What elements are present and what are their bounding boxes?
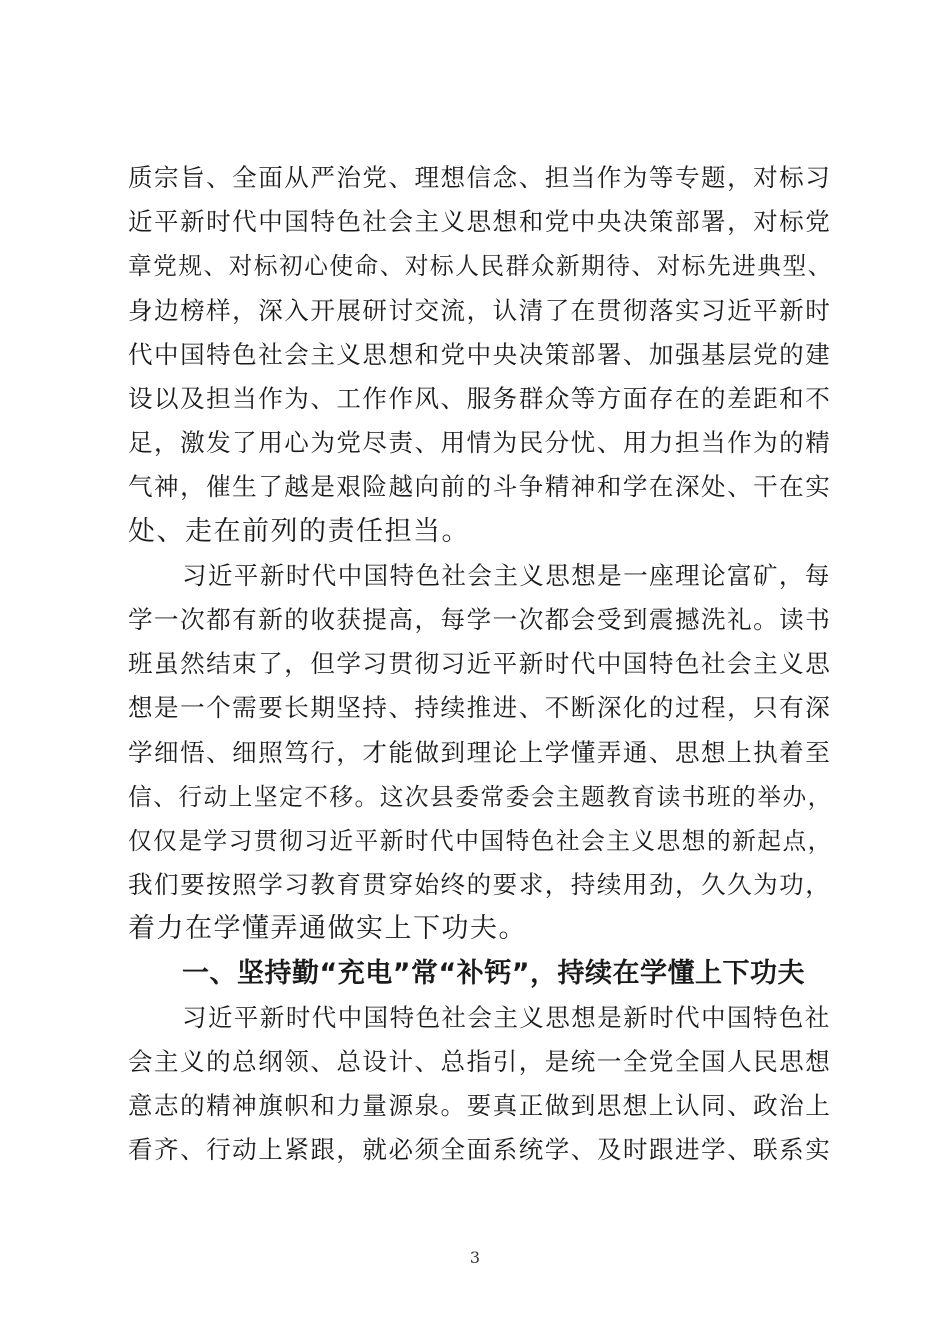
text-line: 身边榜样，深入开展研讨交流，认清了在贯彻落实习近平新时 [128,296,832,325]
text-line: 代中国特色社会主义思想和党中央决策部署、加强基层党的建 [128,340,832,369]
text-line: 处、走在前列的责任担当。 [128,516,470,547]
text-line: 学细悟、细照笃行，才能做到理论上学懂弄通、思想上执着至 [128,738,832,767]
text-line: 仅仅是学习贯彻习近平新时代中国特色社会主义思想的新起点， [128,827,833,855]
text-line: 质宗旨、全面从严治党、理想信念、担当作为等专题，对标习 [128,163,832,192]
text-line: 会主义的总纲领、总设计、总指引，是统一全党全国人民思想 [128,1047,832,1076]
text-line: 信、行动上坚定不移。这次县委常委会主题教育读书班的举办， [128,783,833,811]
text-line: 着力在学懂弄通做实上下功夫。 [128,913,527,944]
text-line: 近平新时代中国特色社会主义思想和党中央决策部署，对标党 [128,207,832,236]
text-line: 学一次都有新的收获提高，每学一次都会受到震撼洗礼。读书 [128,605,832,634]
text-line: 章党规、对标初心使命、对标人民群众新期待、对标先进典型、 [128,252,833,280]
text-line: 气神，催生了越是艰险越向前的斗争精神和学在深处、干在实 [128,472,832,501]
section-heading: 一、坚持勤“充电”常“补钙”，持续在学懂上下功夫 [182,958,805,989]
text-line: 足，激发了用心为党尽责、用情为民分忧、用力担当作为的精 [128,428,832,457]
paragraph-first-line: 习近平新时代中国特色社会主义思想是一座理论富矿，每 [182,561,831,590]
text-line: 看齐、行动上紧跟，就必须全面系统学、及时跟进学、联系实 [128,1135,832,1164]
paragraph-first-line: 习近平新时代中国特色社会主义思想是新时代中国特色社 [182,1003,831,1032]
text-line: 班虽然结束了，但学习贯彻习近平新时代中国特色社会主义思 [128,649,832,678]
text-line: 想是一个需要长期坚持、持续推进、不断深化的过程，只有深 [128,693,832,722]
text-line: 意志的精神旗帜和力量源泉。要真正做到思想上认同、政治上 [128,1091,832,1120]
page-number: 3 [469,1248,481,1267]
text-line: 设以及担当作为、工作作风、服务群众等方面存在的差距和不 [128,384,832,413]
text-line: 我们要按照学习教育贯穿始终的要求，持续用劲，久久为功， [128,870,832,899]
